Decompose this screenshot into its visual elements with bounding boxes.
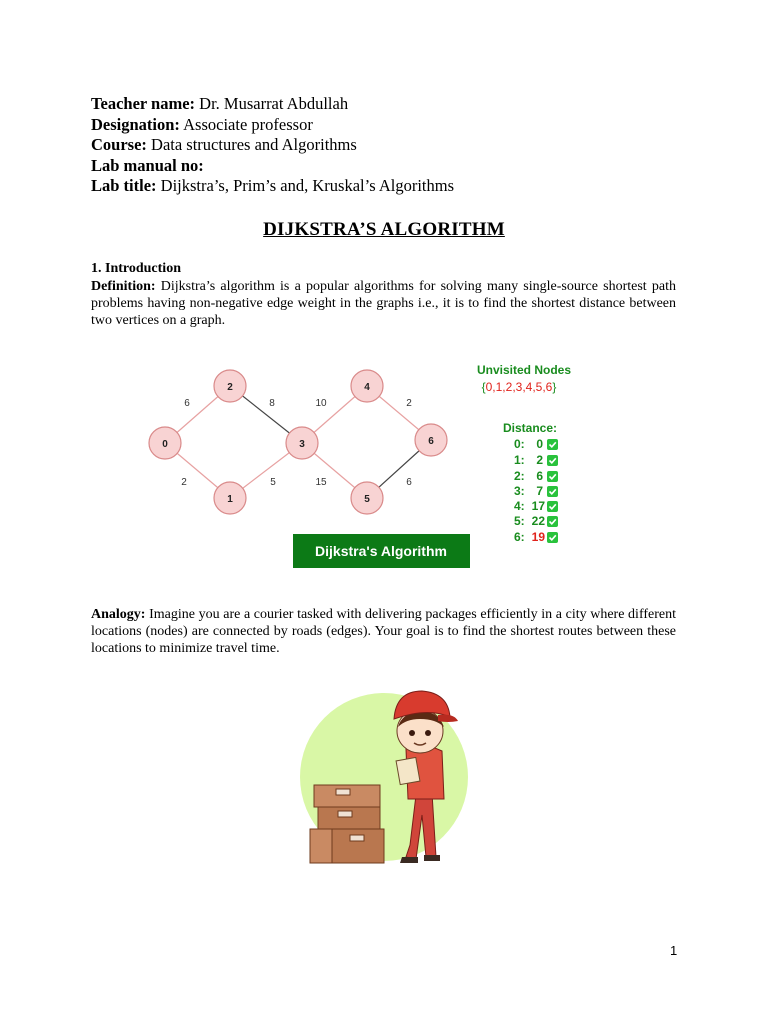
- box-bottom-right: [332, 829, 384, 863]
- distance-row-2: [514, 469, 558, 483]
- box-top: [314, 785, 380, 807]
- box-middle: [318, 807, 380, 829]
- svg-text:6:: 6:: [514, 530, 525, 544]
- check-icon: [547, 471, 558, 482]
- distance-row-4: [514, 499, 558, 513]
- svg-text:1:: 1:: [514, 453, 525, 467]
- distance-row-3: [514, 484, 558, 498]
- weight-5-6: 6: [406, 477, 412, 488]
- svg-text:6: 6: [536, 469, 543, 483]
- weight-2-3: 8: [269, 398, 275, 409]
- lab-title-row: Lab title: Dijkstra’s, Prim’s and, Kruskal’s Algorithms: [91, 176, 455, 195]
- node-label-6: 6: [428, 436, 434, 447]
- distance-table: [514, 437, 558, 544]
- node-label-3: 3: [299, 439, 305, 450]
- teacher-name: Dr. Musarrat Abdullah: [199, 94, 349, 113]
- distance-row-0: [514, 437, 558, 451]
- weight-3-5: 15: [315, 477, 327, 488]
- clipboard-icon: [396, 757, 420, 784]
- node-label-0: 0: [162, 439, 168, 450]
- section-title: DIJKSTRA’S ALGORITHM: [263, 219, 505, 240]
- check-icon: [547, 532, 558, 543]
- analogy-paragraph: [91, 606, 676, 657]
- node-label-5: 5: [364, 494, 370, 505]
- course-row: Course: Data structures and Algorithms: [91, 135, 357, 154]
- svg-text:2:: 2:: [514, 469, 525, 483]
- unvisited-title: Unvisited Nodes: [476, 363, 572, 377]
- node-label-2: 2: [227, 382, 233, 393]
- distance-row-6: [514, 530, 558, 544]
- svg-text:5:: 5:: [514, 514, 525, 528]
- weight-3-4: 10: [315, 398, 327, 409]
- svg-text:0:: 0:: [514, 437, 525, 451]
- algorithm-banner-label: Dijkstra's Algorithm: [315, 543, 447, 559]
- check-icon: [547, 486, 558, 497]
- distance-title: Distance:: [502, 421, 558, 435]
- distance-row-5: [514, 514, 558, 528]
- svg-text:7: 7: [536, 484, 543, 498]
- svg-text:22: 22: [531, 514, 545, 528]
- page-number: 1: [670, 943, 678, 958]
- header-info: [91, 94, 454, 197]
- weight-0-2: 6: [184, 398, 190, 409]
- analogy-label: Analogy:: [91, 607, 146, 622]
- svg-text:3:: 3:: [514, 484, 525, 498]
- distance-row-1: [514, 453, 558, 467]
- weight-4-6: 2: [406, 398, 412, 409]
- introduction-heading: 1. Introduction: [91, 261, 181, 276]
- check-icon: [547, 439, 558, 450]
- definition-paragraph: [91, 278, 676, 329]
- teacher-row: Teacher name: Dr. Musarrat Abdullah: [91, 94, 349, 113]
- package-boxes: [310, 785, 384, 863]
- definition-text: Dijkstra’s algorithm is a popular algorithms for solving many single-source shortest path problems having non-negative edge weight in the graphs i.e., it is to find the shortest distance between two vertices on a graph.: [91, 279, 676, 328]
- weight-1-3: 5: [270, 477, 276, 488]
- svg-text:0: 0: [536, 437, 543, 451]
- svg-text:19: 19: [531, 530, 545, 544]
- lab-manual-row: Lab manual no:: [91, 155, 204, 175]
- unvisited-list-line: {0,1,2,3,4,5,6}: [481, 380, 557, 394]
- analogy-text: Imagine you are a courier tasked with delivering packages efficiently in a city where different locations (nodes) are connected by roads (edges). Your goal is to find the shortest routes between these locations to minimize travel time.: [91, 607, 677, 656]
- svg-text:2: 2: [536, 453, 543, 467]
- definition-label: Definition:: [91, 279, 156, 294]
- course-name: Data structures and Algorithms: [151, 135, 357, 154]
- lab-title: Dijkstra’s, Prim’s and, Kruskal’s Algorithms: [160, 176, 455, 195]
- weight-0-1: 2: [181, 477, 187, 488]
- node-label-4: 4: [364, 382, 370, 393]
- check-icon: [547, 501, 558, 512]
- designation: Associate professor: [183, 114, 313, 134]
- courier-illustration: [298, 685, 478, 875]
- svg-text:4:: 4:: [514, 499, 525, 513]
- dijkstra-graph-figure: [0, 350, 768, 590]
- designation-row: Designation: Associate professor: [91, 114, 313, 134]
- check-icon: [547, 455, 558, 466]
- check-icon: [547, 516, 558, 527]
- node-label-1: 1: [227, 494, 233, 505]
- svg-text:17: 17: [531, 499, 545, 513]
- unvisited-list: 0,1,2,3,4,5,6: [485, 380, 553, 394]
- graph-nodes: [149, 370, 447, 514]
